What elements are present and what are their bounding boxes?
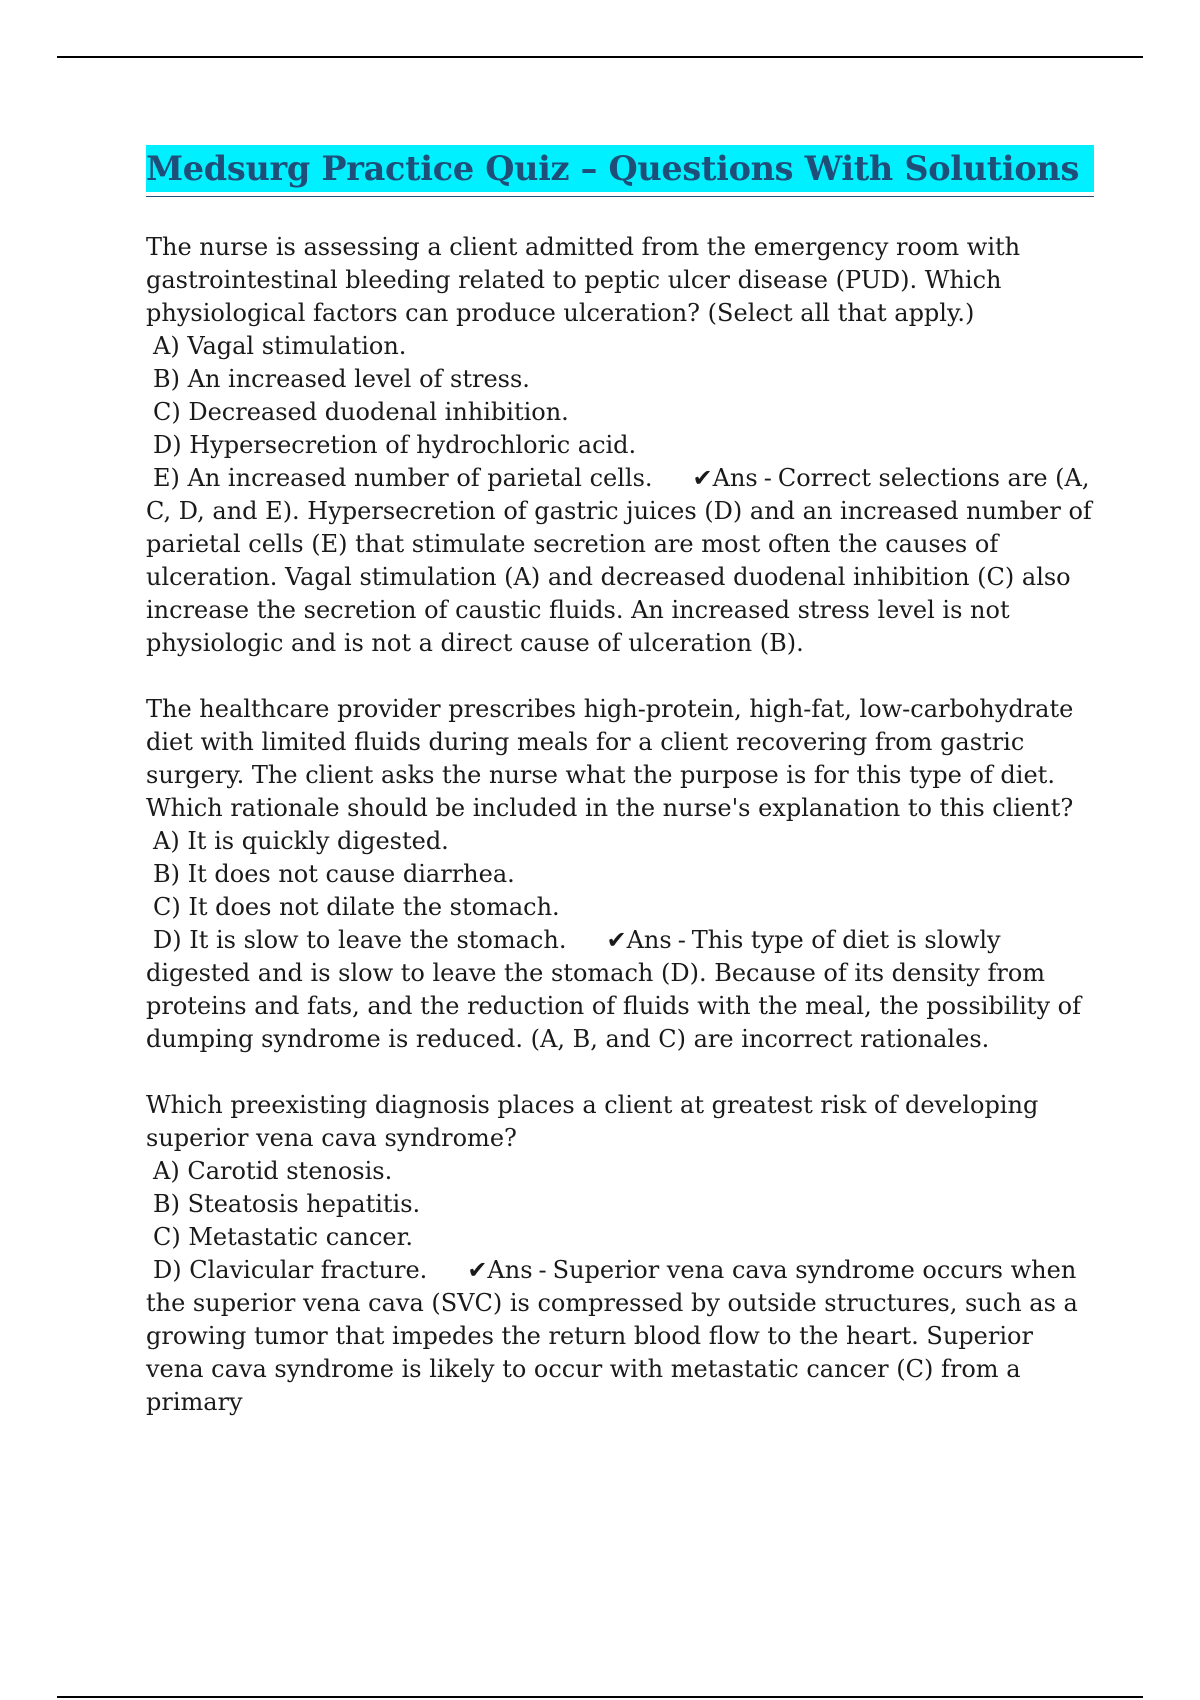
answer-option: C) Metastatic cancer.: [153, 1223, 414, 1251]
title-block: [146, 145, 1094, 197]
answer-option: D) Hypersecretion of hydrochloric acid.: [153, 431, 637, 459]
answer-separator: -: [677, 926, 686, 954]
answer-explanation: Superior vena cava syndrome occurs when the superior vena cava (SVC) is compressed by outside structures, such as a growing tumor that impedes the return blood flow to the heart. Superior vena cava syndrome is likely to occur with metastatic cancer (C) from a primary: [146, 1256, 1078, 1416]
answer-option: B) Steatosis hepatitis.: [153, 1190, 421, 1218]
answer-option: C) It does not dilate the stomach.: [153, 893, 560, 921]
answer-option: B) An increased level of stress.: [153, 365, 530, 393]
answer-explanation: Correct selections are (A, C, D, and E). Hypersecretion of gastric juices (D) and an increased number of parietal cells (E) that stimulate secretion are most often the causes of ulceration. Vagal stimulation (A) and decreased duodenal inhibition (C) also increase the secretion of caustic fluids. An increased stress level is not physiologic and is not a direct cause of ulceration (B).: [146, 464, 1092, 657]
checkmark-icon: ✔: [692, 464, 713, 492]
answer-option: A) Vagal stimulation.: [153, 332, 407, 360]
question-3: [146, 1089, 1094, 1419]
answer-label: Ans: [487, 1256, 533, 1284]
question-stem: The healthcare provider prescribes high-protein, high-fat, low-carbohydrate diet with limited fluids during meals for a client recovering from gastric surgery. The client asks the nurse what the purpose is for this type of diet. Which rationale should be included in the nurse's explanation to this client?: [146, 695, 1074, 822]
answer-option: C) Decreased duodenal inhibition.: [153, 398, 569, 426]
checkmark-icon: ✔: [606, 926, 627, 954]
question-stem: Which preexisting diagnosis places a client at greatest risk of developing superior vena cava syndrome?: [146, 1091, 1039, 1152]
answer-option: D) Clavicular fracture.: [153, 1256, 428, 1284]
answer-label: Ans: [712, 464, 758, 492]
answer-option: B) It does not cause diarrhea.: [153, 860, 515, 888]
answer-option: A) It is quickly digested.: [153, 827, 449, 855]
answer-explanation: This type of diet is slowly digested and is slow to leave the stomach (D). Because of its density from proteins and fats, and the reduction of fluids with the meal, the possibility of dumping syndrome is reduced. (A, B, and C) are incorrect rationales.: [146, 926, 1081, 1053]
answer-option: D) It is slow to leave the stomach.: [153, 926, 567, 954]
answer-label: Ans: [626, 926, 672, 954]
question-2: [146, 693, 1094, 1056]
checkmark-icon: ✔: [467, 1256, 488, 1284]
top-rule: [57, 56, 1143, 58]
answer-separator: -: [538, 1256, 547, 1284]
document-body: [146, 145, 1094, 1452]
answer-option: E) An increased number of parietal cells.: [153, 464, 653, 492]
answer-separator: -: [763, 464, 772, 492]
bottom-rule: [57, 1696, 1143, 1698]
question-stem: The nurse is assessing a client admitted from the emergency room with gastrointestinal bleeding related to peptic ulcer disease (PUD). Which physiological factors can produce ulceration? (Select all that apply.): [146, 233, 1021, 327]
document-title: Medsurg Practice Quiz – Questions With Solutions: [146, 145, 1094, 192]
answer-option: A) Carotid stenosis.: [153, 1157, 393, 1185]
question-1: [146, 231, 1094, 660]
